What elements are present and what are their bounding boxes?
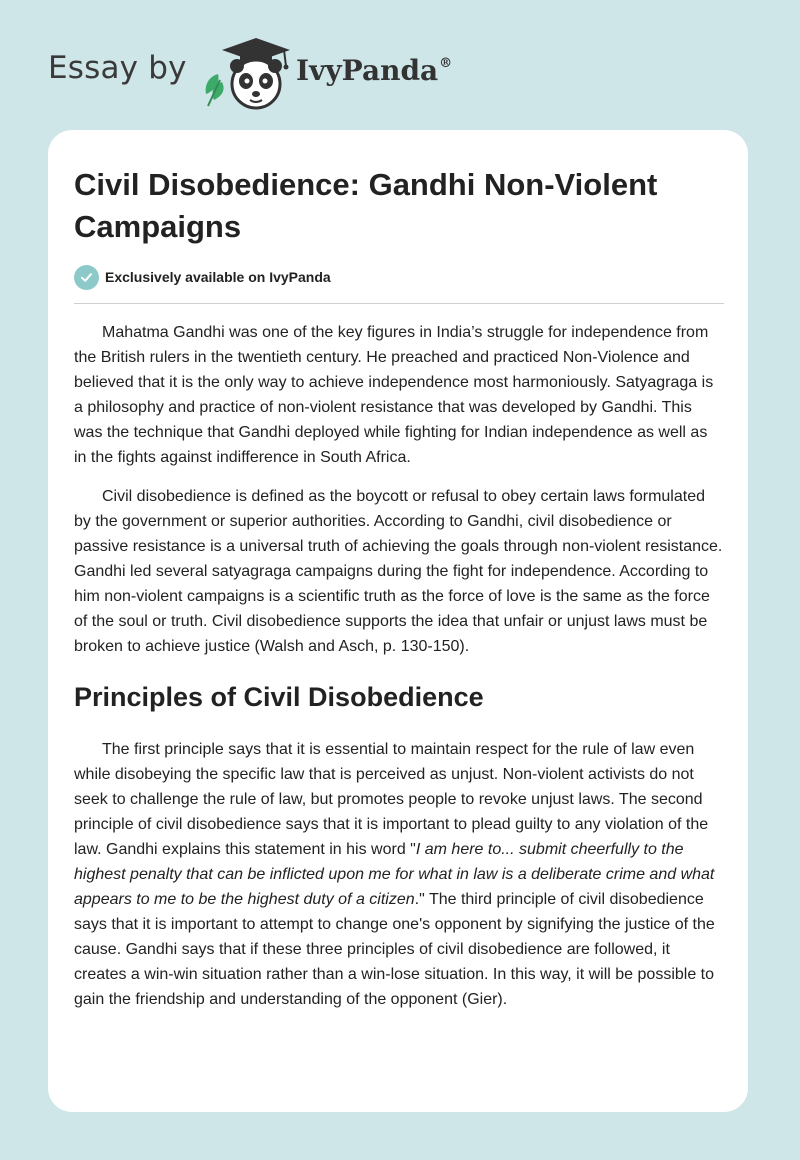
brand-name[interactable]: IvyPanda® [296, 54, 453, 87]
site-header [48, 36, 508, 112]
essay-body [74, 320, 724, 1026]
gandhi-quote: I am here to... submit cheerfully to the highest penalty that can be inflicted upon me for what in law is a deliberate crime and what appears to me to be the highest duty of a citizen [74, 841, 715, 908]
divider [74, 303, 724, 304]
paragraph-3: The first principle says that it is essential to maintain respect for the rule of law even while disobeying the specific law that is perceived as unjust. Non-violent activists do not seek to challenge the rule of law, but promotes people to revoke unjust laws. The second principle of civil disobedience says that it is important to plead guilty to any violation of the law. Gandhi explains this statement in his word "I am here to... submit cheerfully to the highest penalty that can be inflicted upon me for what in law is a deliberate crime and what appears to me to be the highest duty of a citizen." The third principle of civil disobedience says that it is important to attempt to change one's opponent by signifying the justice of the cause. Gandhi says that if these three principles of civil disobedience are followed, it creates a win-win situation rather than a win-lose situation. In this way, it will be possible to gain the friendship and understanding of the opponent (Gier). [74, 741, 715, 1008]
badge-text: Exclusively available on IvyPanda [105, 269, 331, 285]
brand-prefix: Essay by [48, 50, 187, 86]
essay-title: Civil Disobedience: Gandhi Non-Violent Campaigns [74, 167, 658, 244]
exclusive-badge [74, 263, 331, 291]
section-heading: Principles of Civil Disobedience [74, 682, 484, 712]
checkmark-icon [74, 265, 99, 290]
essay-card [48, 130, 748, 1112]
paragraph-2: Civil disobedience is defined as the boycott or refusal to obey certain laws formulated by the government or superior authorities. According to Gandhi, civil disobedience or passive resistance is a universal truth of achieving the goals through non-violent resistance. Gandhi led several satyagraga campaigns during the fight for independence. According to him non-violent campaigns is a scientific truth as the force of love is the same as the force of the soul or truth. Civil disobedience supports the idea that unfair or unjust laws must be broken to achieve justice (Walsh and Asch, p. 130-150). [74, 488, 723, 655]
paragraph-1: Mahatma Gandhi was one of the key figures in India’s struggle for independence from the British rulers in the twentieth century. He preached and practiced Non-Violence and believed that it is the only way to achieve independence most harmoniously. Satyagraga is a philosophy and practice of non-violent resistance that was developed by Gandhi. This was the technique that Gandhi deployed while fighting for Indian independence as well as in the fights against indifference in South Africa. [74, 324, 714, 466]
panda-logo-icon[interactable] [200, 36, 294, 112]
